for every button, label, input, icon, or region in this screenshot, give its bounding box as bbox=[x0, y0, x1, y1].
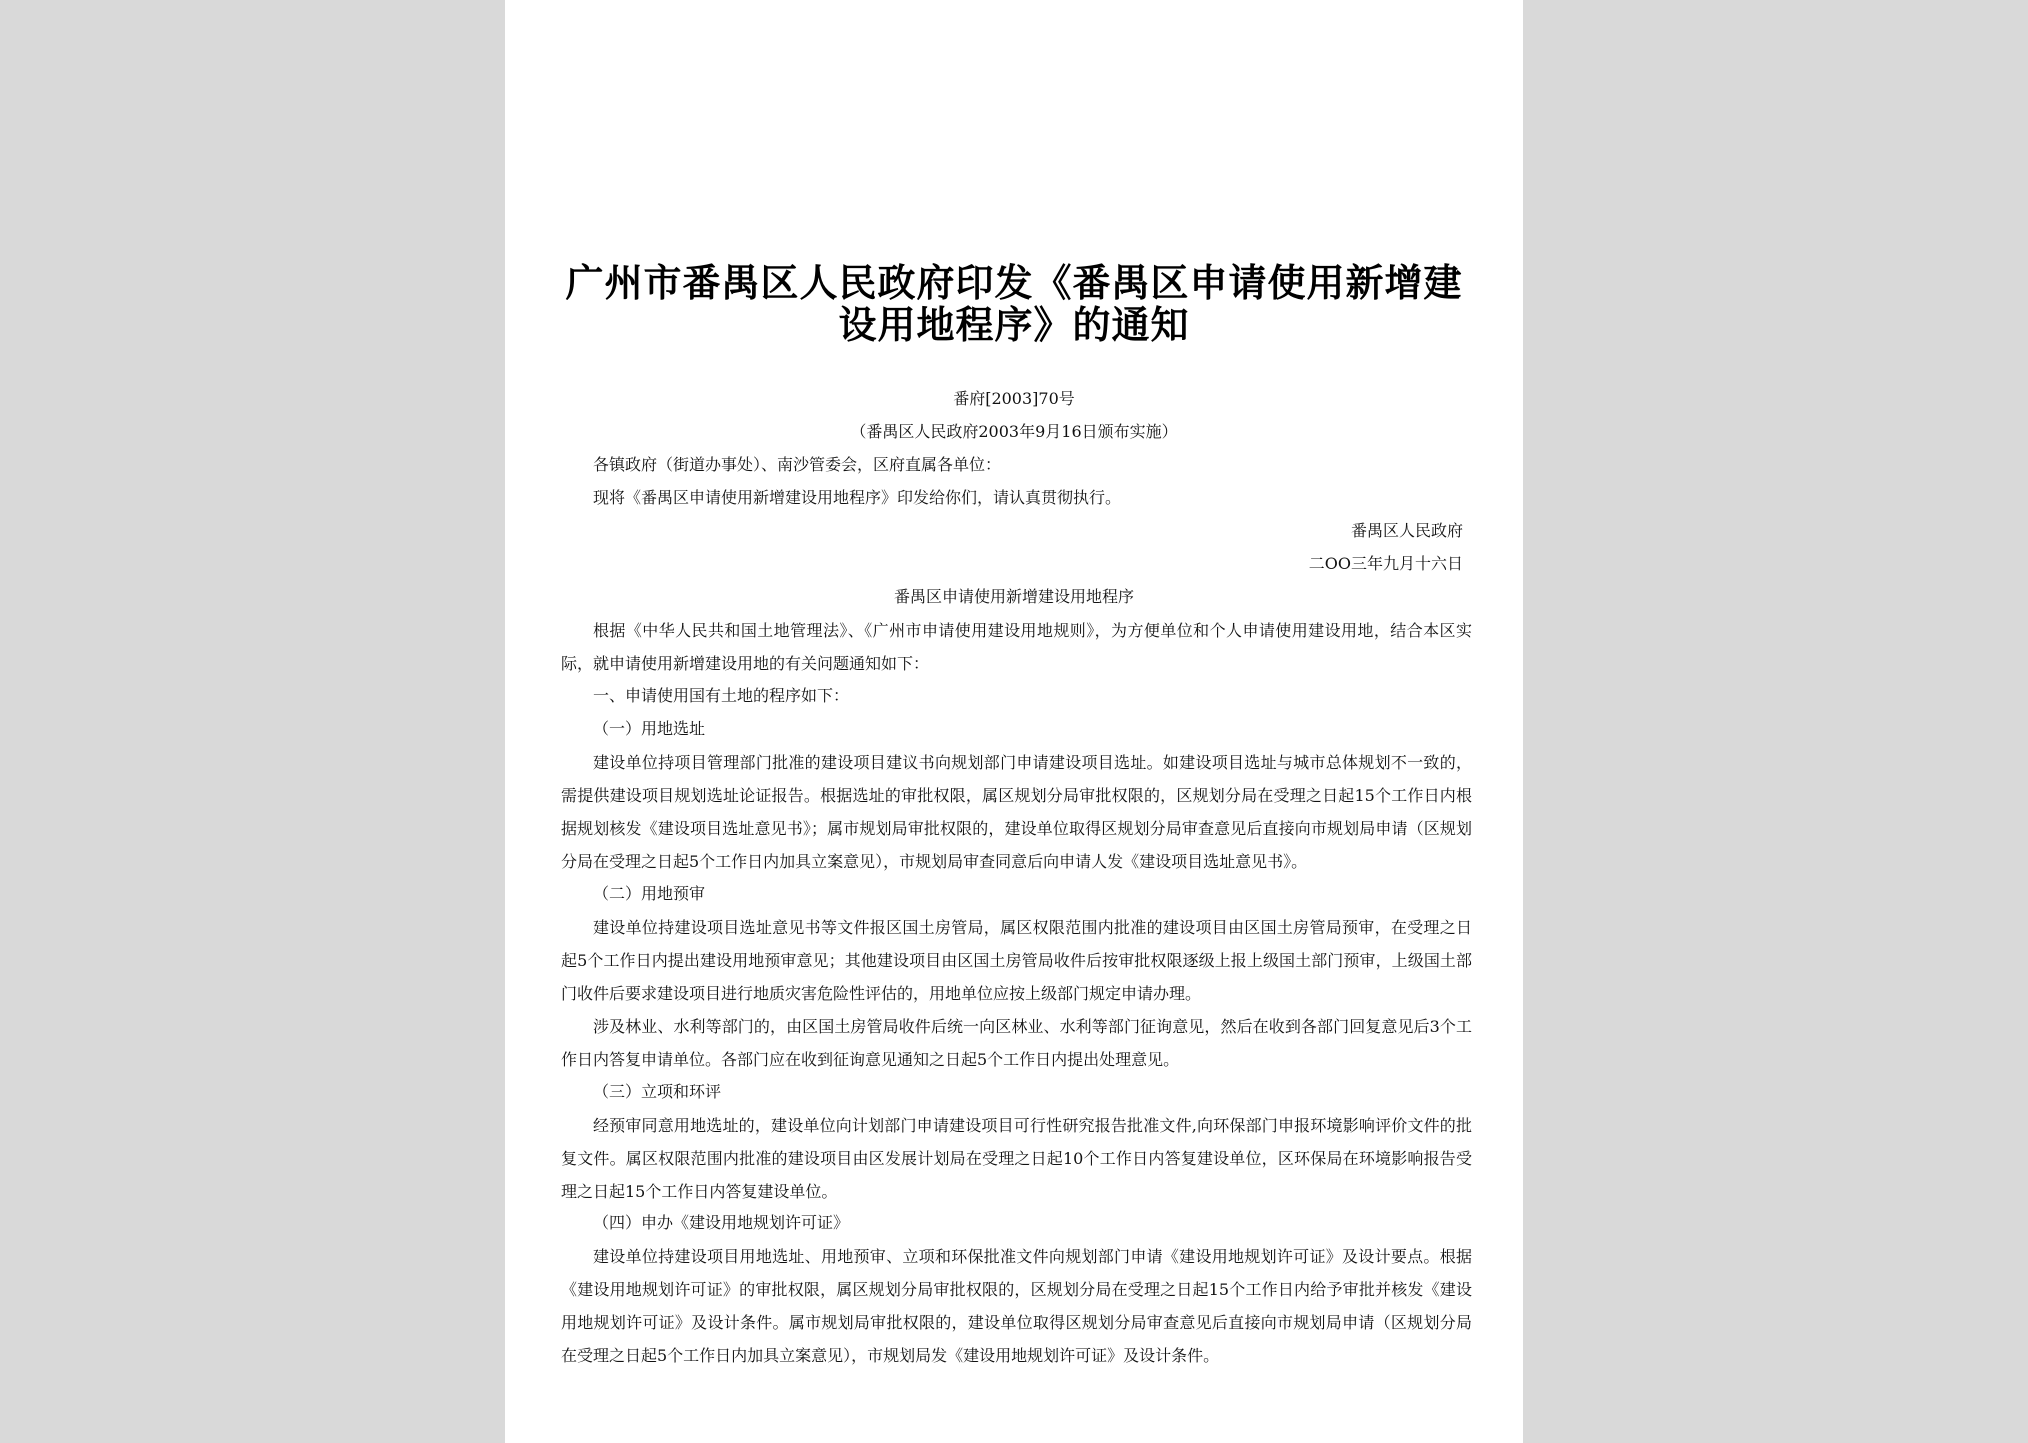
doc-number: 番府[2003]70号 bbox=[953, 389, 1075, 408]
attachment-title: 番禺区申请使用新增建设用地程序 bbox=[893, 587, 1134, 606]
subsection-1-paragraph: 建设单位持项目管理部门批准的建设项目建议书向规划部门申请建设项目选址。如建设项目选址与城市总体规划不一致的，需提供建设项目规划选址论证报告。根据选址的审批权限，属区规划分局审批权限的，区规划分局在受理之日起15个工作日内根据规划核发《建设项目选址意见书》；属市规划局审批权限的，建设单位取得区规划分局审查意见后直接向市规划局申请（区规划分局在受理之日起5个工作日内加具立案意见），市规划局审查同意后向申请人发《建设项目选址意见书》。 bbox=[561, 753, 1472, 871]
basis-paragraph: 根据《中华人民共和国土地管理法》、《广州市申请使用建设用地规则》，为方便单位和个人申请使用建设用地，结合本区实际，就申请使用新增建设用地的有关问题通知如下： bbox=[561, 621, 1472, 673]
subsection-2-heading: （二）用地预审 bbox=[593, 884, 706, 903]
subsection-2-paragraph-2: 涉及林业、水利等部门的，由区国土房管局收件后统一向区林业、水利等部门征询意见，然后在收到各部门回复意见后3个工作日内答复申请单位。各部门应在收到征询意见通知之日起5个工作日内提出处理意见。 bbox=[561, 1017, 1472, 1069]
intro-text: 现将《番禺区申请使用新增建设用地程序》印发给你们，请认真贯彻执行。 bbox=[593, 488, 1122, 507]
title-line-2: 设用地程序》的通知 bbox=[838, 302, 1190, 347]
signature-org: 番禺区人民政府 bbox=[1350, 521, 1463, 540]
subsection-3-heading: （三）立项和环评 bbox=[593, 1082, 722, 1101]
subsection-4-heading: （四）申办《建设用地规划许可证》 bbox=[593, 1213, 850, 1232]
signature-date: 二OO三年九月十六日 bbox=[1308, 554, 1463, 573]
document-page bbox=[505, 0, 1523, 1443]
document-title bbox=[505, 262, 1523, 346]
subsection-1-heading: （一）用地选址 bbox=[593, 719, 706, 738]
title-line-1: 广州市番禺区人民政府印发《番禺区申请使用新增建 bbox=[565, 260, 1463, 305]
section-1-heading: 一、申请使用国有土地的程序如下： bbox=[593, 686, 850, 705]
subsection-3-paragraph: 经预审同意用地选址的，建设单位向计划部门申请建设项目可行性研究报告批准文件,向环保部门申报环境影响评价文件的批复文件。属区权限范围内批准的建设项目由区发展计划局在受理之日起10个工作日内答复建设单位，区环保局在环境影响报告受理之日起15个工作日内答复建设单位。 bbox=[561, 1116, 1472, 1201]
issue-note: （番禺区人民政府2003年9月16日颁布实施） bbox=[850, 422, 1178, 441]
subsection-2-paragraph-1: 建设单位持建设项目选址意见书等文件报区国土房管局，属区权限范围内批准的建设项目由区国土房管局预审，在受理之日起5个工作日内提出建设用地预审意见；其他建设项目由区国土房管局收件后按审批权限逐级上报上级国土部门预审，上级国土部门收件后要求建设项目进行地质灾害危险性评估的，用地单位应按上级部门规定申请办理。 bbox=[561, 918, 1472, 1003]
subsection-4-paragraph: 建设单位持建设项目用地选址、用地预审、立项和环保批准文件向规划部门申请《建设用地规划许可证》及设计要点。根据《建设用地规划许可证》的审批权限，属区规划分局审批权限的，区规划分局在受理之日起15个工作日内给予审批并核发《建设用地规划许可证》及设计条件。属市规划局审批权限的，建设单位取得区规划分局审查意见后直接向市规划局申请（区规划分局在受理之日起5个工作日内加具立案意见），市规划局发《建设用地规划许可证》及设计条件。 bbox=[561, 1247, 1472, 1365]
addressee: 各镇政府（街道办事处）、南沙管委会，区府直属各单位： bbox=[593, 455, 1002, 474]
